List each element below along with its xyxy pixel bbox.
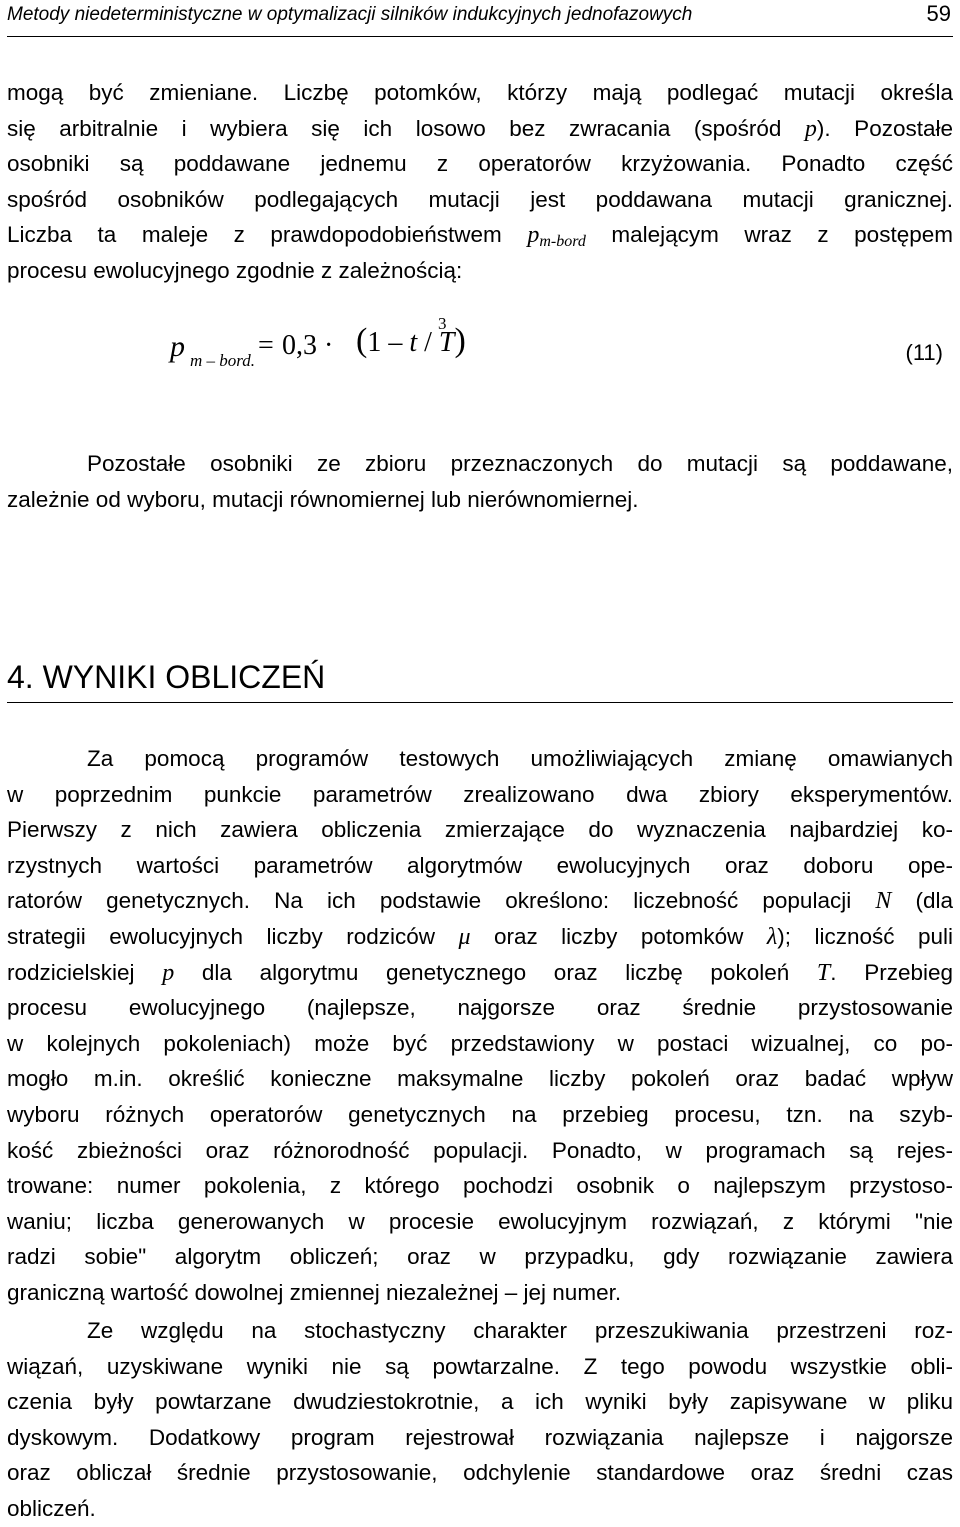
math-var-T: T — [816, 959, 831, 986]
text-fragment: ); liczność puli — [777, 923, 953, 949]
math-var-p: p — [162, 959, 175, 986]
text-line: Pierwszy z nich zawiera obliczenia zmierzające do wyznaczenia najbardziej ko- — [7, 817, 953, 843]
text-line: wiązań, uzyskiwane wyniki nie są powtarzalne. Z tego powodu wszystkie obli- — [7, 1353, 953, 1379]
math-var-mu: μ — [458, 923, 471, 950]
text-fragment: oraz liczby potomków — [470, 923, 767, 949]
text-line: Ze względu na stochastyczny charakter przeszukiwania przestrzeni roz- — [87, 1318, 953, 1343]
text-line: w kolejnych pokoleniach) może być przedstawiony w postaci wizualnej, co po- — [7, 1030, 953, 1056]
text-fragment: się arbitralnie i wybiera się ich losowo bez zwracania (spośród — [7, 115, 805, 141]
equation-11 — [170, 314, 960, 378]
section-title: 4. WYNIKI OBLICZEŃ — [7, 659, 326, 695]
section-heading — [7, 657, 953, 703]
formula-expression: (1 – t / T) — [356, 322, 466, 359]
text-fragment: rodzicielskiej — [7, 959, 163, 985]
formula-equals: = — [258, 330, 274, 361]
text-line: rzystnych wartości parametrów algorytmów ewolucyjnych oraz doboru ope- — [7, 852, 953, 878]
text-line: kość zbieżności oraz różnorodność populacji. Ponadto, w programach są rejes- — [7, 1137, 953, 1163]
paragraph-mutation-description — [7, 75, 953, 289]
text-line: czenia były powtarzane dwudziestokrotnie, a ich wyniki były zapisywane w pliku — [7, 1389, 953, 1415]
text-line: spośród osobników podlegających mutacji jest poddawana mutacji granicznej. — [7, 186, 953, 212]
formula-exponent: 3 — [438, 314, 447, 333]
text-line: mogło m.in. określić konieczne maksymalne liczby pokoleń oraz badać wpływ — [7, 1066, 953, 1092]
math-subscript: m-bord — [539, 233, 586, 251]
math-var-p: p — [527, 222, 540, 249]
formula-lhs-subscript: m – bord. — [190, 351, 256, 370]
text-fragment: ratorów genetycznych. Na ich podstawie określono: liczebność populacji — [7, 888, 876, 914]
text-line: waniu; liczba generowanych w procesie ewolucyjnym rozwiązań, z którymi "nie — [7, 1208, 953, 1234]
text-line: wyboru różnych operatorów genetycznych na przebieg procesu, tzn. na szyb- — [7, 1101, 953, 1127]
text-line: procesu ewolucyjnego (najlepsze, najgorsze oraz średnie przystosowanie — [7, 995, 953, 1021]
text-line: w poprzednim punkcie parametrów zrealizowano dwa zbiory eksperymentów. — [7, 781, 953, 807]
text-line: radzi sobie" algorytm obliczeń; oraz w przypadku, gdy rozwiązanie zawiera — [7, 1244, 953, 1270]
text-fragment: (dla — [891, 888, 953, 914]
text-line — [7, 883, 953, 919]
text-line: oraz obliczał średnie przystosowanie, odchylenie standardowe oraz średni czas — [7, 1460, 953, 1486]
running-header — [7, 0, 953, 37]
text-line: trowane: numer pokolenia, z którego pochodzi osobnik o najlepszym przystoso- — [7, 1173, 953, 1199]
paragraph-remaining-individuals — [7, 446, 953, 517]
math-var-lambda: λ — [766, 923, 778, 950]
text-fragment: strategii ewolucyjnych liczby rodziców — [7, 923, 459, 949]
page-number: 59 — [926, 1, 951, 26]
text-line: graniczną wartość dowolnej zmiennej niezależnej – jej numer. — [7, 1279, 622, 1305]
text-fragment: dla algorytmu genetycznego oraz liczbę pokoleń — [174, 959, 817, 985]
text-line — [7, 919, 953, 955]
text-line: procesu ewolucyjnego zgodnie z zależnością: — [7, 257, 463, 283]
paragraph-stochastic — [7, 1313, 953, 1527]
text-line — [7, 111, 953, 147]
formula-lhs-var: p — [170, 330, 185, 363]
text-line: zależnie od wyboru, mutacji równomiernej lub nierównomiernej. — [7, 486, 639, 512]
text-line: obliczeń. — [7, 1495, 96, 1521]
equation-number: (11) — [905, 340, 943, 365]
text-line: mogą być zmieniane. Liczbę potomków, którzy mają podlegać mutacji określa — [7, 80, 953, 105]
text-fragment: malejącym wraz z postępem — [585, 222, 953, 248]
text-line — [7, 217, 953, 253]
text-line: dyskowym. Dodatkowy program rejestrował rozwiązania najlepsze i najgorsze — [7, 1424, 953, 1450]
text-fragment: . Przebieg — [830, 959, 953, 985]
text-fragment: ). Pozostałe — [816, 115, 953, 141]
text-fragment: Liczba ta maleje z prawdopodobieństwem — [7, 222, 528, 248]
paragraph-results — [7, 741, 953, 1311]
text-line: Pozostałe osobniki ze zbioru przeznaczonych do mutacji są poddawane, — [87, 451, 953, 476]
text-line: osobniki są poddawane jednemu z operatorów krzyżowania. Ponadto część — [7, 151, 953, 177]
running-header-title: Metody niedeterministyczne w optymalizacji silników indukcyjnych jednofazowych — [7, 4, 693, 25]
formula-coefficient: 0,3 · — [282, 330, 334, 361]
text-line — [7, 955, 953, 991]
math-var-p: p — [804, 115, 817, 142]
math-var-N: N — [875, 888, 892, 915]
text-line: Za pomocą programów testowych umożliwiających zmianę omawianych — [87, 746, 953, 771]
